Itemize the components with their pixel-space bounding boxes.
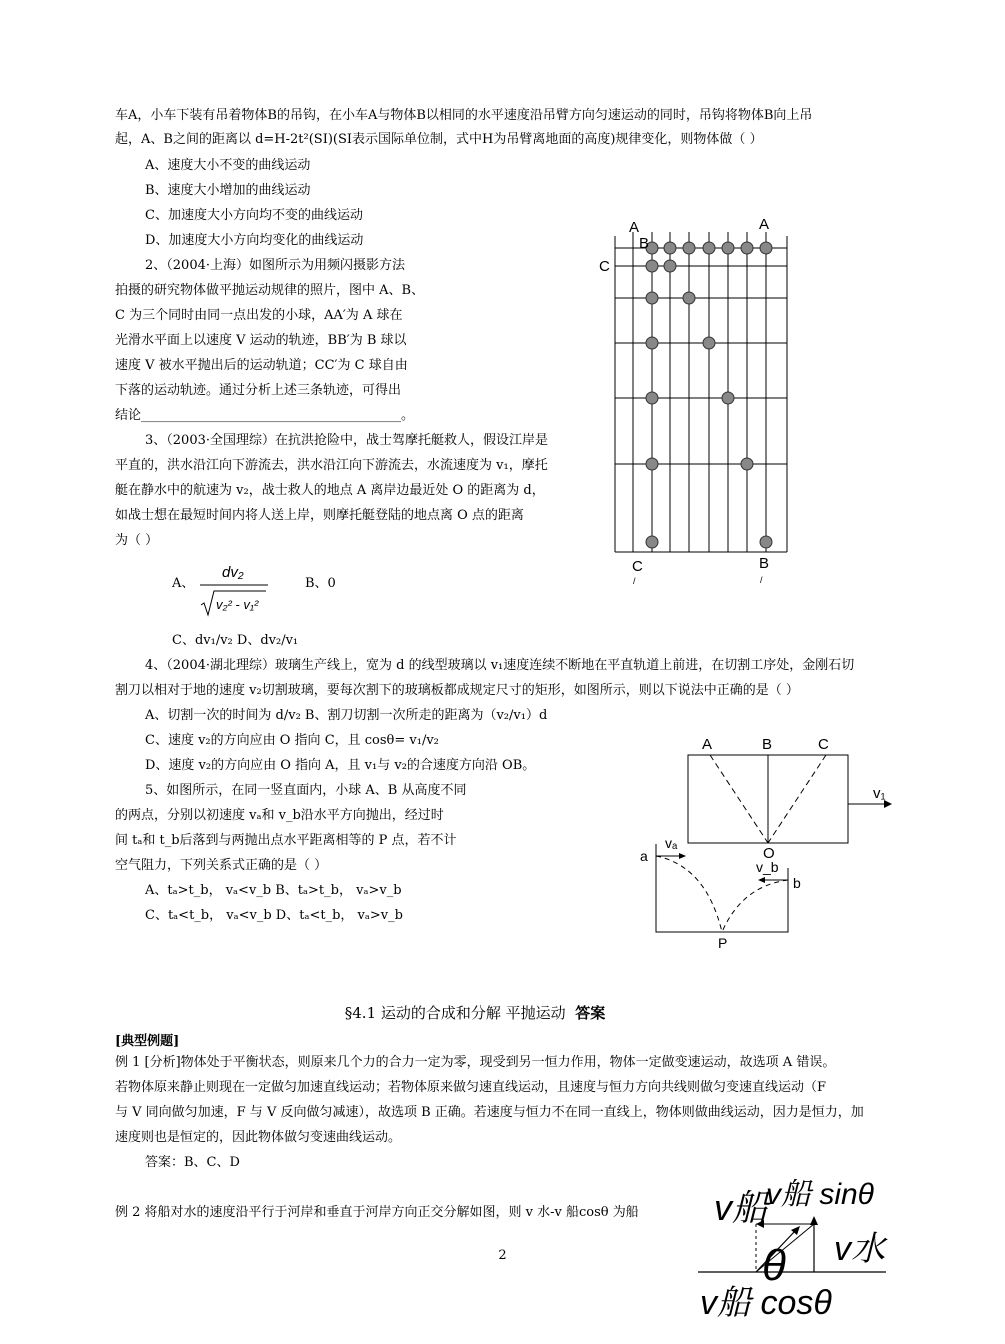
options-cd: C、dv₁/v₂ D、dv₂/v₁: [172, 633, 299, 648]
text-line: 为（ ）: [115, 533, 159, 548]
question-2: 2、（2004·上海）如图所示为用频闪摄影方法: [145, 258, 405, 273]
answer-line: 答案：B、C、D: [145, 1155, 240, 1170]
text-line: 平直的，洪水沿江向下游流去，洪水沿江向下游流去，水流速度为 v₁，摩托: [115, 458, 548, 473]
label-va: vₐ: [665, 835, 678, 851]
question-3: 3、（2003·全国理综）在抗洪抢险中，战士驾摩托艇救人，假设江岸是: [145, 433, 548, 448]
prime-mark: /: [760, 575, 763, 585]
label-v-boat: v船: [714, 1187, 769, 1228]
fraction-denominator: v₂² - v₁²: [216, 597, 259, 612]
option-b: B、0: [305, 576, 336, 591]
text-line: 车A，小车下装有吊着物体B的吊钩，在小车A与物体B以相同的水平速度沿吊臂方向匀速运动的同时，吊钩将物体B向上吊: [115, 108, 813, 123]
label-o: O: [763, 845, 775, 862]
label-a-prime: A: [759, 216, 770, 233]
text-line: 结论________________________________________。: [115, 408, 415, 423]
fraction-numerator: dv₂: [222, 564, 244, 581]
label-p: P: [718, 935, 728, 951]
option-d: D、速度 v₂的方向应由 O 指向 A，且 v₁与 v₂的合速度方向沿 OB。: [145, 758, 536, 773]
options-ab: A、tₐ>t_b， vₐ<v_b B、tₐ>t_b， vₐ>v_b: [145, 883, 402, 898]
text-line: 空气阻力，下列关系式正确的是（ ）: [115, 858, 328, 873]
text-line: 光滑水平面上以速度 V 运动的轨迹，BB′为 B 球以: [115, 333, 407, 348]
label-vb: v_b: [756, 859, 779, 875]
answer-title: [0, 1002, 950, 1023]
label-c: C: [599, 258, 610, 275]
example-1: 例 1 [分析]物体处于平衡状态，则原来几个力的合力一定为零，现受到另一恒力作用，物体一定做变速运动，故选项 A 错误。: [115, 1055, 836, 1070]
projectile-figure: [636, 826, 816, 952]
label-v-cos: v船 cosθ: [700, 1284, 832, 1322]
label-v1: v₁: [873, 785, 886, 802]
page-number: 2: [498, 1248, 507, 1263]
text-line: 艇在静水中的航速为 v₂，战士救人的地点 A 离岸边最近处 O 的距离为 d，: [115, 483, 545, 498]
label-a: A: [702, 736, 713, 753]
label-b-prime: B: [759, 555, 770, 572]
velocity-decomposition-figure: [696, 1172, 896, 1344]
text-line: 拍摄的研究物体做平抛运动规律的照片，图中 A、B、: [115, 283, 425, 298]
section-heading: [典型例题]: [115, 1034, 180, 1049]
label-a: a: [640, 848, 648, 864]
text-line: 下落的运动轨迹。通过分析上述三条轨迹，可得出: [115, 383, 402, 398]
option-a: A、速度大小不变的曲线运动: [145, 158, 311, 173]
text-line: 割刀以相对于地的速度 v₂切割玻璃，要每次割下的玻璃板都成规定尺寸的矩形，如图所示，则以下说法中正确的是（ ）: [115, 683, 799, 698]
text-line: 起，A、B之间的距离以 d=H-2t²(SI)(SI表示国际单位制，式中H为吊臂离地面的高度)规律变化，则物体做（ ）: [115, 132, 763, 147]
text-line: 速度 V 被水平抛出后的运动轨道；CC′为 C 球自由: [115, 358, 408, 373]
option-b: B、速度大小增加的曲线运动: [145, 183, 311, 198]
text-line: 的两点，分别以初速度 vₐ和 v_b沿水平方向抛出，经过时: [115, 808, 444, 823]
label-theta: θ: [762, 1241, 786, 1290]
options-ab: A、切割一次的时间为 d/v₂ B、割刀切割一次所走的距离为（v₂/v₁）d: [145, 708, 548, 723]
options-cd: C、tₐ<t_b， vₐ<v_b D、tₐ<t_b， vₐ>v_b: [145, 908, 403, 923]
label-b: B: [762, 736, 773, 753]
text-line: 如战士想在最短时间内将人送上岸，则摩托艇登陆的地点离 O 点的距离: [115, 508, 524, 523]
option-c: C、速度 v₂的方向应由 O 指向 C，且 cosθ= v₁/v₂: [145, 733, 439, 748]
label-b: b: [793, 875, 801, 891]
option-d: D、加速度大小方向均变化的曲线运动: [145, 233, 364, 248]
label-v-sin: v船 sinθ: [766, 1178, 874, 1211]
label-c-prime: C: [632, 558, 643, 575]
label-b: B: [639, 235, 650, 252]
text-line: C 为三个同时由同一点出发的小球，AA′为 A 球在: [115, 308, 403, 323]
option-a: A、: [172, 576, 195, 591]
option-c: C、加速度大小方向均不变的曲线运动: [145, 208, 363, 223]
text-line: 与 V 同向做匀加速，F 与 V 反向做匀减速），故选项 B 正确。若速度与恒力不在同一直线上，物体则做曲线运动，因力是恒力，加: [115, 1105, 864, 1120]
fraction-formula: [200, 563, 280, 627]
answer-title-text: §4.1 运动的合成和分解 平抛运动: [344, 1004, 566, 1022]
prime-mark: /: [633, 576, 636, 586]
label-v-water: v水: [834, 1230, 885, 1268]
text-line: 间 tₐ和 t_b后落到与两抛出点水平距离相等的 P 点，若不计: [115, 833, 457, 848]
example-2: 例 2 将船对水的速度沿平行于河岸和垂直于河岸方向正交分解如图，则 v 水-v 船cosθ 为船: [115, 1205, 639, 1220]
question-4: 4、（2004·湖北理综）玻璃生产线上，宽为 d 的线型玻璃以 v₁速度连续不断地在平直轨道上前进，在切割工序处，金刚石切: [145, 658, 855, 673]
text-line: 速度则也是恒定的，因此物体做匀变速曲线运动。: [115, 1130, 402, 1145]
label-c: C: [818, 736, 829, 753]
question-5: 5、如图所示，在同一竖直面内，小球 A、B 从高度不同: [145, 783, 467, 798]
text-line: 若物体原来静止则现在一定做匀加速直线运动；若物体原来做匀速直线运动，且速度与恒力方向共线则做匀变速直线运动（F: [115, 1080, 827, 1095]
answer-title-bold: 答案: [575, 1004, 606, 1022]
strobe-photo-figure: [595, 210, 795, 590]
label-a: A: [629, 219, 640, 236]
